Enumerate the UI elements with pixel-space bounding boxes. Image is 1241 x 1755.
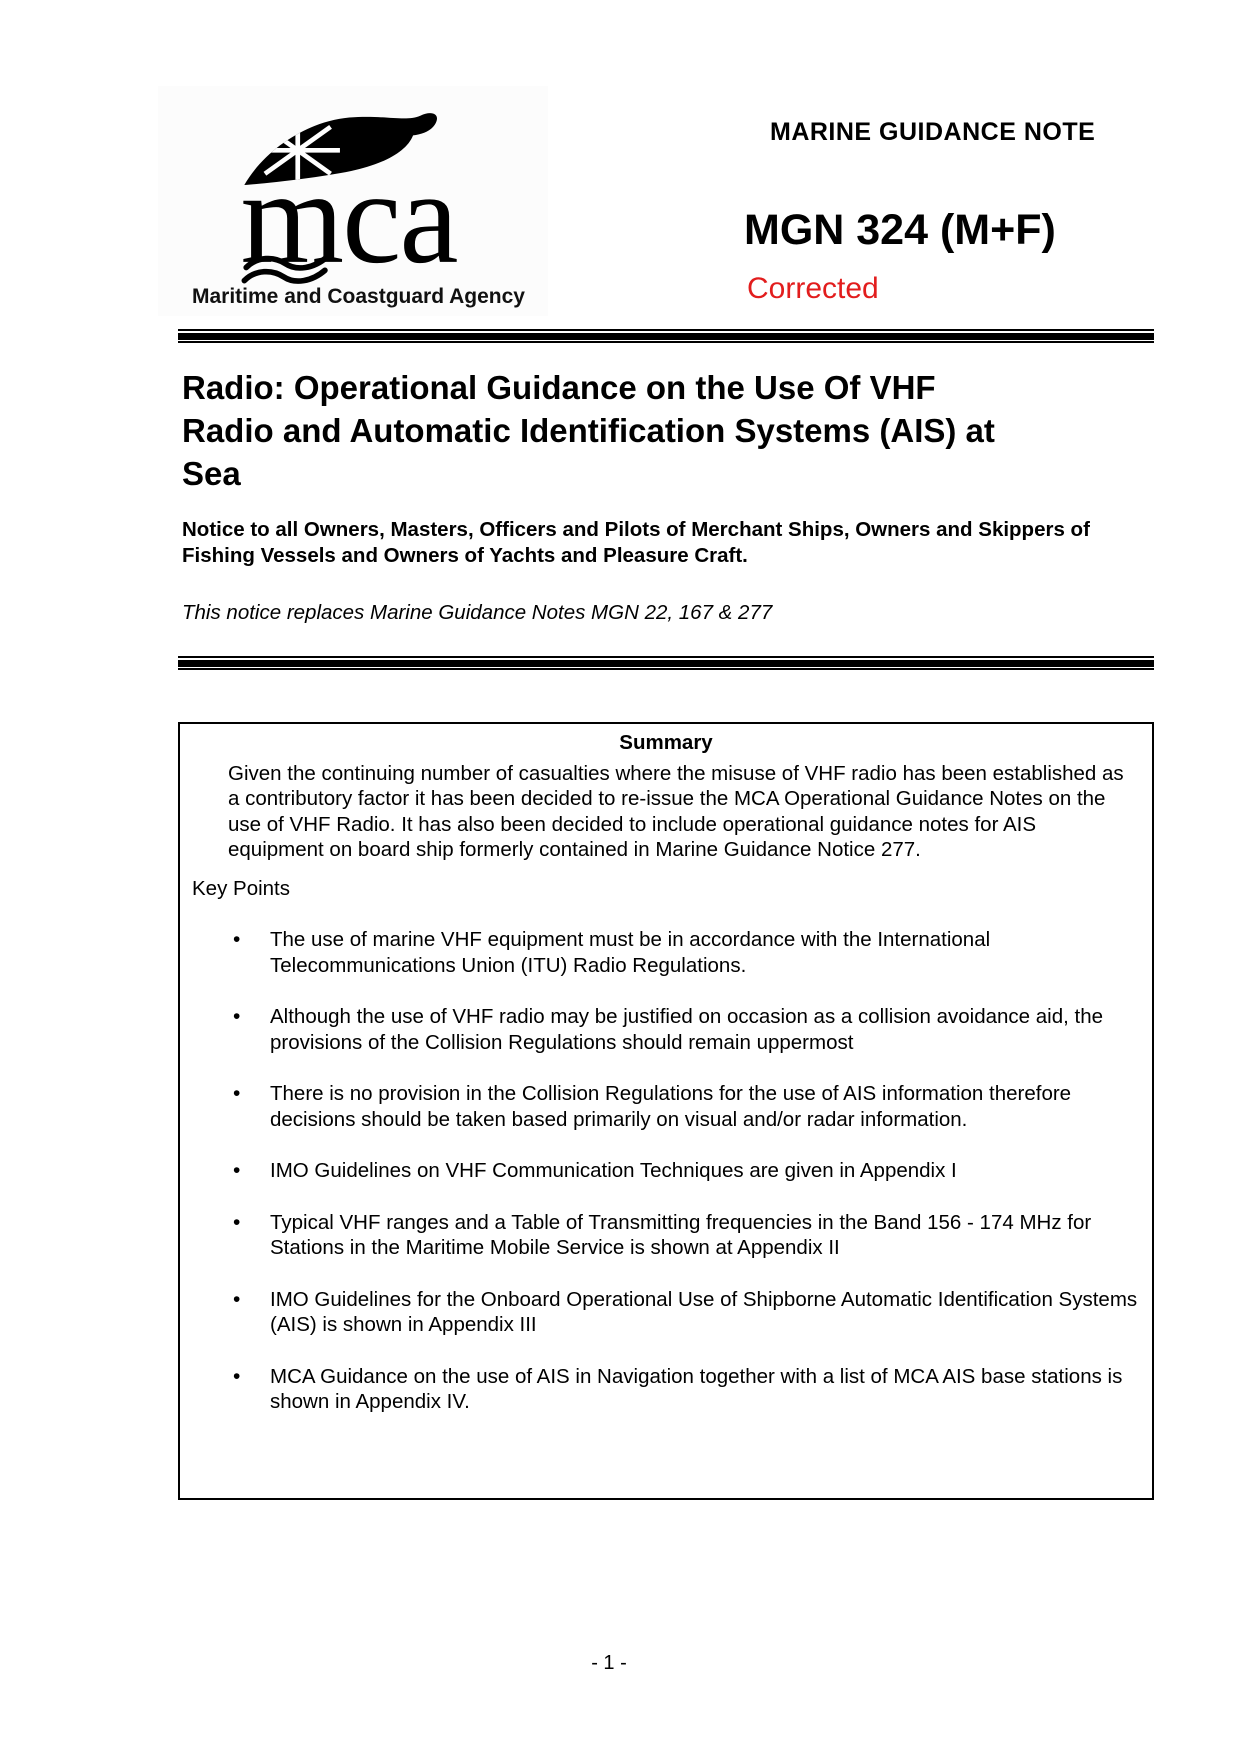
agency-name: Maritime and Coastguard Agency bbox=[192, 285, 525, 308]
summary-heading: Summary bbox=[619, 731, 713, 754]
divider-bottom bbox=[178, 656, 1154, 670]
doc-type-heading: MARINE GUIDANCE NOTE bbox=[770, 118, 1096, 146]
mca-logo bbox=[158, 86, 548, 316]
key-point-item: • Typical VHF ranges and a Table of Transmitting frequencies in the Band 156 - 174 MHz for Stations in the Maritime Mobile Service is shown at Appendix II bbox=[270, 1210, 1156, 1261]
key-point-item: • MCA Guidance on the use of AIS in Navigation together with a list of MCA AIS base stations is shown in Appendix IV. bbox=[270, 1364, 1156, 1415]
page-number: - 1 - bbox=[591, 1652, 627, 1674]
key-points-list bbox=[180, 927, 1152, 1415]
mca-flag-icon bbox=[236, 110, 472, 290]
key-point-item: • IMO Guidelines on VHF Communication Techniques are given in Appendix I bbox=[270, 1158, 1156, 1184]
key-point-item: • IMO Guidelines for the Onboard Operational Use of Shipborne Automatic Identification Systems (AIS) is shown in Appendix III bbox=[270, 1287, 1156, 1338]
notice-to-text: Notice to all Owners, Masters, Officers and Pilots of Merchant Ships, Owners and Skippers of Fishing Vessels and Owners of Yachts and Pleasure Craft. bbox=[182, 518, 1090, 567]
key-point-item: • The use of marine VHF equipment must be in accordance with the International Telecommunications Union (ITU) Radio Regulations. bbox=[270, 927, 1156, 978]
page-title-line-3: Sea bbox=[182, 455, 241, 492]
doc-status-corrected: Corrected bbox=[747, 272, 879, 305]
summary-box bbox=[178, 722, 1154, 1500]
key-point-item: • There is no provision in the Collision Regulations for the use of AIS information therefore decisions should be taken based primarily on visual and/or radar information. bbox=[270, 1081, 1156, 1132]
divider-top bbox=[178, 329, 1154, 343]
key-point-item: • Although the use of VHF radio may be justified on occasion as a collision avoidance aid, the provisions of the Collision Regulations should remain uppermost bbox=[270, 1004, 1156, 1055]
mca-acronym: mca bbox=[240, 142, 457, 290]
key-points-label: Key Points bbox=[192, 876, 290, 900]
replaces-note: This notice replaces Marine Guidance Notes MGN 22, 167 & 277 bbox=[182, 601, 773, 624]
doc-number: MGN 324 (M+F) bbox=[744, 206, 1056, 254]
page-title bbox=[182, 366, 995, 495]
page-title-line-1: Radio: Operational Guidance on the Use Of VHF bbox=[182, 369, 936, 406]
summary-paragraph: Given the continuing number of casualties where the misuse of VHF radio has been established as a contributory factor it has been decided to re-issue the MCA Operational Guidance Notes on the use of VHF Radio. It has also been decided to include operational guidance notes for AIS equipment on board ship formerly contained in Marine Guidance Notice 277. bbox=[228, 761, 1124, 861]
page-title-line-2: Radio and Automatic Identification Systems (AIS) at bbox=[182, 412, 995, 449]
